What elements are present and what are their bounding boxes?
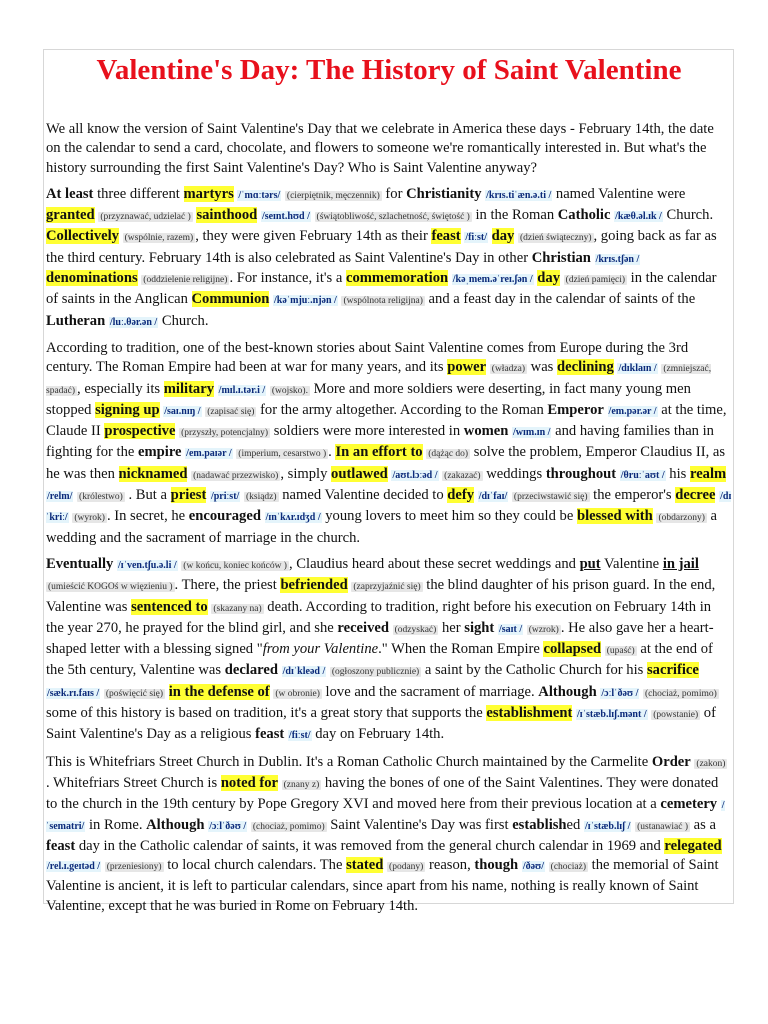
paragraph-text: We all know the version of Saint Valentine's Day that we celebrate in America these days - February 14th, the date on the calendar to send a card, chocolate, and flowers to someone we're romantically interested in. But what's the history surrounding the first Saint Valentine's Day? Who is Saint Valentine anyway?: [46, 121, 714, 176]
translation-gloss: (chociaż): [550, 862, 587, 873]
translation-gloss: (umieścić KOGOś w więzieniu ): [48, 582, 173, 593]
bold-term: feast: [255, 726, 285, 743]
bold-term: Although: [146, 816, 205, 833]
paragraph-text: Saint Valentine's Day was first: [326, 816, 513, 833]
phonetic-transcription: /ɔːlˈðəʊ /: [601, 687, 639, 699]
bold-term: Christianity: [406, 185, 482, 202]
phonetic-transcription: /θruːˈaʊt /: [620, 469, 665, 481]
paragraph-text: . For instance, it's a: [229, 270, 346, 287]
translation-gloss: (ustanawiać ): [637, 821, 688, 832]
paragraph-text: a saint by the Catholic Church for his: [421, 662, 647, 679]
vocab-highlight: day: [491, 228, 515, 245]
bold-term: received: [337, 619, 389, 636]
phonetic-transcription: /em.paɪər /: [186, 448, 232, 460]
paragraph-text: as a: [690, 816, 716, 833]
bold-term: Order: [651, 753, 691, 770]
paragraph-text: and a feast day in the calendar of saints of the: [424, 291, 696, 308]
translation-gloss: (wojsko).: [271, 385, 308, 396]
bold-term: Emperor: [547, 401, 604, 418]
paragraph: [46, 185, 732, 332]
translation-gloss: (przeniesiony): [106, 862, 162, 873]
translation-gloss: (znany z): [283, 779, 320, 790]
paragraph-text: . He also gave her a heart-shaped letter with a blessing signed ": [46, 619, 714, 658]
phonetic-transcription: /seɪnt.hʊd /: [261, 211, 310, 223]
translation-gloss: (obdarzony): [658, 513, 705, 524]
phonetic-transcription: /fiːst/: [465, 232, 487, 244]
bold-term: empire: [138, 444, 182, 461]
underlined-phrase: in jail: [662, 555, 699, 572]
paragraph-text: three different: [93, 185, 184, 202]
paragraph-text: . But a: [124, 487, 171, 504]
vocab-highlight: noted for: [220, 774, 278, 791]
paragraph-text: [311, 207, 315, 223]
paragraph-text: , going back as far as the third century. February 14th is also celebrated as Saint Valentine's Day in other: [46, 228, 717, 266]
vocab-highlight: feast: [431, 228, 461, 245]
bold-term: At least: [46, 185, 94, 202]
paragraph-text: the emperor's: [589, 487, 676, 504]
paragraph-text: having the bones of one of the Saint Valentines. They were donated to the church in the 19th century by Pope Gregory XVI and moved here from their previous location at a: [46, 774, 719, 813]
phonetic-transcription: /ɪˈstæb.lɪʃ.mənt /: [577, 709, 647, 721]
paragraph-text: , Claudius heard about these secret weddings and: [288, 555, 580, 572]
phonetic-transcription: /rel.ɪ.geɪtəd /: [47, 861, 101, 873]
paragraph-text: Church.: [662, 207, 714, 224]
vocab-highlight: collapsed: [543, 641, 602, 658]
translation-gloss: (zakazać): [444, 470, 481, 481]
paragraph-text: in Rome.: [85, 816, 147, 833]
paragraph-text: [604, 402, 608, 418]
paragraph-text: , they were given February 14th as their: [195, 228, 432, 245]
translation-gloss: (oddzielenie religijne): [143, 275, 228, 286]
phonetic-transcription: /dɪklaɪn /: [618, 363, 657, 375]
paragraph-text: some of this history is based on tradition, it's a great story that supports the: [46, 705, 487, 722]
vocab-highlight: stated: [346, 857, 384, 874]
translation-gloss: (skazany na): [213, 603, 262, 614]
phonetic-transcription: /wɪm.ɪn /: [513, 427, 551, 439]
bold-term: encouraged: [188, 508, 261, 525]
vocab-highlight: decree: [675, 487, 716, 504]
vocab-highlight: granted: [46, 207, 95, 224]
bold-term: though: [474, 857, 519, 874]
phonetic-transcription: /ɔːlˈðəʊ /: [209, 820, 247, 832]
vocab-highlight: prospective: [104, 423, 176, 440]
italic-text: from your Valentine: [262, 641, 379, 658]
vocab-highlight: establishment: [486, 705, 573, 722]
paragraph-text: Valentine: [600, 555, 663, 572]
vocab-highlight: day: [537, 270, 560, 287]
paragraph: [46, 120, 732, 178]
phonetic-transcription: /krɪs.tʃən /: [595, 253, 640, 265]
phonetic-transcription: /luː.θər.ən /: [109, 316, 158, 328]
paragraph-text: for: [381, 185, 407, 202]
vocab-highlight: Communion: [191, 291, 270, 308]
vocab-highlight: commemoration: [345, 270, 449, 287]
translation-gloss: (w końcu, koniec końców ): [183, 560, 287, 571]
paragraph-text: ." When the Roman Empire: [378, 641, 544, 658]
bold-term: sight: [464, 619, 495, 636]
bold-term: declared: [224, 662, 278, 679]
vocab-highlight: outlawed: [331, 465, 388, 482]
bold-term: Although: [538, 683, 597, 700]
phonetic-transcription: /ɪˈstæb.lɪʃ /: [584, 820, 631, 832]
paragraph-text: ed: [566, 816, 584, 833]
phonetic-transcription: /mɪl.ɪ.tər.i /: [218, 384, 266, 396]
vocab-highlight: declining: [557, 359, 614, 376]
vocab-highlight: defy: [447, 487, 475, 504]
paragraph-text: at the time, Claude II: [46, 401, 727, 440]
translation-gloss: (ogłoszony publicznie): [331, 667, 420, 678]
translation-gloss: (chociaż, pomimo): [252, 821, 325, 832]
translation-gloss: (podany): [389, 862, 424, 873]
paragraph-text: for the army altogether. According to the Roman: [256, 401, 548, 418]
paragraph-text: the memorial of Saint Valentine is ancient, it is left to particular calendars, since apart from his name, nothing is really known of Saint Valentine, except that he was buried in Rome on February 14th.: [46, 857, 719, 914]
translation-gloss: (zmniejszać, spadać): [46, 364, 712, 396]
vocab-highlight: In an effort to: [335, 444, 423, 461]
paragraph-text: weddings: [482, 465, 546, 482]
paragraph-text: a wedding and the sacrament of marriage in the church.: [46, 508, 718, 546]
paragraph-text: day on February 14th.: [311, 726, 445, 743]
phonetic-transcription: /sæk.rɪ.faɪs /: [47, 687, 100, 699]
vocab-highlight: sentenced to: [131, 598, 208, 615]
phonetic-transcription: /kəˌmem.əˈreɪ.ʃən /: [452, 274, 533, 286]
paragraph-text: This is Whitefriars Street Church in Dublin. It's a Roman Catholic Church maintained by the Carmelite: [46, 753, 652, 770]
paragraph: [46, 339, 732, 548]
vocab-highlight: Collectively: [46, 228, 119, 245]
document-page: [43, 49, 734, 914]
translation-gloss: (władza): [491, 364, 526, 375]
translation-gloss: (zakon): [696, 758, 726, 769]
translation-gloss: (nadawać przezwisko): [193, 470, 279, 481]
paragraph-text: the blind daughter of his prison guard. In the end, Valentine was: [46, 577, 716, 615]
paragraph-text: was: [527, 359, 558, 376]
phonetic-transcription: /relm/: [47, 491, 73, 503]
translation-gloss: (zaprzyjaźnić się): [353, 582, 421, 593]
page-title: Valentine's Day: The History of Saint Valentine: [96, 54, 682, 86]
translation-gloss: (królestwo): [79, 492, 123, 503]
paragraph-text: Church.: [158, 312, 209, 329]
paragraph-text: . There, the priest: [174, 577, 281, 594]
paragraph-text: More and more soldiers were deserting, in fact many young men stopped: [46, 380, 691, 418]
vocab-highlight: denominations: [46, 270, 138, 287]
translation-gloss: (cierpiętnik, męczennik): [286, 190, 380, 201]
vocab-highlight: sacrifice: [646, 662, 699, 679]
vocab-highlight: blessed with: [576, 508, 653, 525]
bold-term: Christian: [531, 249, 591, 266]
paragraph-text: soldiers were more interested in: [270, 423, 464, 440]
phonetic-transcription: /ˈmɑːtərs/: [238, 189, 281, 201]
underlined-phrase: put: [579, 555, 601, 572]
translation-gloss: (wspólnie, razem): [124, 233, 194, 244]
paragraph-text: young lovers to meet him so they could be: [321, 508, 577, 525]
phonetic-transcription: /saɪt /: [498, 623, 523, 635]
bold-term: feast: [46, 837, 76, 854]
paragraph-text: at the end of the 5th century, Valentine was: [46, 641, 713, 679]
translation-gloss: (dzień pamięci): [565, 275, 625, 286]
vocab-highlight: signing up: [95, 401, 160, 418]
translation-gloss: (ksiądz): [245, 492, 277, 503]
paragraph-text: her: [438, 619, 465, 636]
bold-term: Lutheran: [46, 312, 106, 329]
phonetic-transcription: /fiːst/: [288, 730, 311, 742]
phonetic-transcription: /aʊt.lɔːəd /: [392, 469, 438, 481]
bold-term: cemetery: [660, 796, 718, 813]
bold-term: Catholic: [557, 207, 611, 224]
translation-gloss: (wzrok): [528, 624, 559, 635]
phonetic-transcription: /ɪˈven.tʃu.ə.li /: [117, 559, 177, 571]
paragraph-text: reason,: [425, 857, 475, 874]
article-body: [46, 120, 732, 916]
translation-gloss: (przyszły, potencjalny): [181, 428, 269, 439]
paragraph-text: , simply: [280, 465, 332, 482]
translation-gloss: (odzyskać): [394, 624, 437, 635]
phonetic-transcription: /dɪˈkleəd /: [282, 666, 326, 678]
vocab-highlight: relegated: [664, 837, 722, 854]
paragraph-text: love and the sacrament of marriage.: [321, 683, 539, 700]
paragraph-text: his: [665, 465, 690, 482]
phonetic-transcription: /krɪs.tiˈæn.ə.ti /: [486, 189, 552, 201]
translation-gloss: (chociaż, pomimo): [645, 688, 717, 699]
paragraph-text: and having families than in fighting for the: [46, 423, 714, 461]
paragraph-text: of Saint Valentine's Day as a religious: [46, 705, 716, 743]
vocab-highlight: nicknamed: [118, 465, 188, 482]
vocab-highlight: priest: [170, 487, 207, 504]
paragraph-text: in the calendar of saints in the Anglican: [46, 270, 717, 308]
paragraph-text: .: [328, 444, 336, 461]
vocab-highlight: military: [163, 380, 215, 397]
paragraph-text: to local church calendars. The: [163, 857, 347, 874]
translation-gloss: (dzień świąteczny): [520, 233, 592, 244]
bold-term: Eventually: [46, 555, 114, 572]
translation-gloss: (powstanie): [653, 710, 699, 721]
paragraph-text: solve the problem, Emperor Claudius II, as he was then: [46, 444, 726, 482]
translation-gloss: (przeciwstawić się): [513, 492, 588, 503]
vocab-highlight: sainthood: [196, 207, 258, 224]
phonetic-transcription: /dɪˈfaɪ/: [478, 491, 508, 503]
paragraph-text: death. According to tradition, right before his execution on February 14th in the year 270, he prayed for the blind girl, and she: [46, 598, 712, 636]
translation-gloss: (świątobliwość, szlachetność, świętość ): [316, 212, 470, 223]
translation-gloss: (upaść): [606, 646, 635, 657]
translation-gloss: (dążąc do): [428, 449, 469, 460]
vocab-highlight: martyrs: [183, 185, 234, 202]
paragraph-text: in the Roman: [471, 207, 558, 224]
paragraph: [46, 753, 732, 916]
paragraph-text: named Valentine were: [552, 185, 686, 202]
vocab-highlight: power: [447, 359, 487, 376]
paragraph-text: According to tradition, one of the best-known stories about Saint Valentine comes from Europe during the 3rd century. The Roman Empire had been at war for many years, and its: [46, 339, 689, 376]
phonetic-transcription: /kəˈmjuː.njən /: [274, 295, 337, 307]
bold-term: establish: [512, 816, 567, 833]
paragraph-text: named Valentine decided to: [278, 487, 448, 504]
vocab-highlight: in the defense of: [168, 683, 270, 700]
phonetic-transcription: /em.pər.ər /: [608, 405, 657, 417]
translation-gloss: (wyrok): [74, 513, 105, 524]
paragraph: [46, 555, 732, 746]
phonetic-transcription: /ðəʊ/: [522, 861, 545, 873]
vocab-highlight: realm: [689, 465, 727, 482]
vocab-highlight: befriended: [280, 577, 348, 594]
bold-term: women: [463, 423, 509, 440]
bold-term: throughout: [545, 465, 617, 482]
translation-gloss: (w obronie): [275, 688, 320, 699]
phonetic-transcription: /ˈsematri/: [46, 800, 725, 832]
translation-gloss: (wspólnota religijna): [343, 296, 423, 307]
phonetic-transcription: /priːst/: [210, 491, 240, 503]
translation-gloss: (imperium, cesarstwo ): [238, 449, 327, 460]
paragraph-text: day in the Catholic calendar of saints, it was removed from the general church calendar in 1969 and: [75, 837, 665, 854]
phonetic-transcription: /saɪ.nɪŋ /: [164, 405, 201, 417]
phonetic-transcription: /kæθ.əl.ɪk /: [615, 211, 662, 223]
paragraph-text: . In secret, he: [106, 508, 189, 525]
document-content: [46, 50, 732, 923]
translation-gloss: (zapisać się): [207, 406, 255, 417]
translation-gloss: (poświęcić się): [105, 688, 164, 699]
translation-gloss: (przyznawać, udzielać ): [100, 212, 191, 223]
paragraph-text: , especially its: [77, 380, 164, 397]
phonetic-transcription: /ɪnˈkʌr.ɪdʒd /: [265, 512, 321, 524]
phonetic-transcription: /dɪˈkriː/: [46, 491, 732, 524]
paragraph-text: . Whitefriars Street Church is: [46, 774, 221, 791]
